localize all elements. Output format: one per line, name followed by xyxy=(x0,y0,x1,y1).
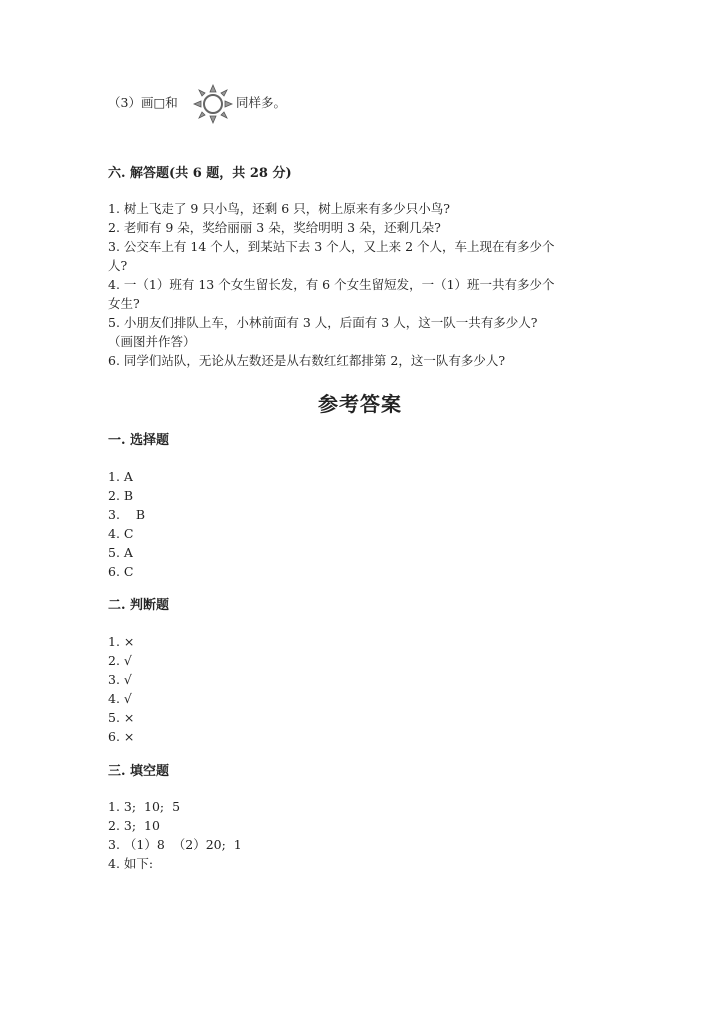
question-line: 人? xyxy=(108,258,128,273)
answer-item: 4. 如下: xyxy=(108,856,154,871)
answer-item: 3. （1）8 （2）20; 1 xyxy=(108,837,242,852)
answer-item: 2. B xyxy=(108,488,134,503)
answer-item: 5. A xyxy=(108,545,133,560)
question-line: 5. 小朋友们排队上车，小林前面有 3 人，后面有 3 人，这一队一共有多少人? xyxy=(108,315,538,330)
answer-item: 2. √ xyxy=(108,653,132,668)
answer-item: 4. C xyxy=(108,526,134,541)
answers-list-1 xyxy=(108,467,145,581)
answers-list-3 xyxy=(108,797,242,873)
question-line: 3. 公交车上有 14 个人，到某站下去 3 个人，又上来 2 个人，车上现在有多少个 xyxy=(108,239,555,254)
answer-item: 6. C xyxy=(108,564,134,579)
answer-item: 5. × xyxy=(108,710,135,725)
answer-item: 3. B xyxy=(108,507,146,522)
answer-item: 2. 3; 10 xyxy=(108,818,160,833)
sun-icon xyxy=(193,84,233,124)
question-line: 2. 老师有 9 朵，奖给丽丽 3 朵，奖给明明 3 朵，还剩几朵? xyxy=(108,220,441,235)
question-line: （画图并作答） xyxy=(108,334,196,349)
section6-heading: 六. 解答题(共 6 题，共 28 分) xyxy=(108,166,292,181)
section6-questions xyxy=(108,199,555,370)
answers-title: 参考答案 xyxy=(318,392,402,416)
part3-before: （3）画□和 xyxy=(108,95,178,110)
answer-item: 1. × xyxy=(108,634,135,649)
answers-heading-2: 二. 判断题 xyxy=(108,598,170,613)
answer-item: 4. √ xyxy=(108,691,132,706)
answer-item: 1. A xyxy=(108,469,133,484)
question-line: 4. 一（1）班有 13 个女生留长发，有 6 个女生留短发，一（1）班一共有多少个 xyxy=(108,277,555,292)
answer-item: 1. 3; 10; 5 xyxy=(108,799,181,814)
question-line: 女生? xyxy=(108,296,140,311)
answer-item: 6. × xyxy=(108,729,135,744)
question-line: 1. 树上飞走了 9 只小鸟，还剩 6 只，树上原来有多少只小鸟? xyxy=(108,201,450,216)
answers-heading-3: 三. 填空题 xyxy=(108,764,170,779)
answer-item: 3. √ xyxy=(108,672,132,687)
answers-heading-1: 一. 选择题 xyxy=(108,433,170,448)
part3-after: 同样多。 xyxy=(236,95,287,110)
answers-list-2 xyxy=(108,632,134,746)
question-line: 6. 同学们站队，无论从左数还是从右数红红都排第 2，这一队有多少人? xyxy=(108,353,506,368)
